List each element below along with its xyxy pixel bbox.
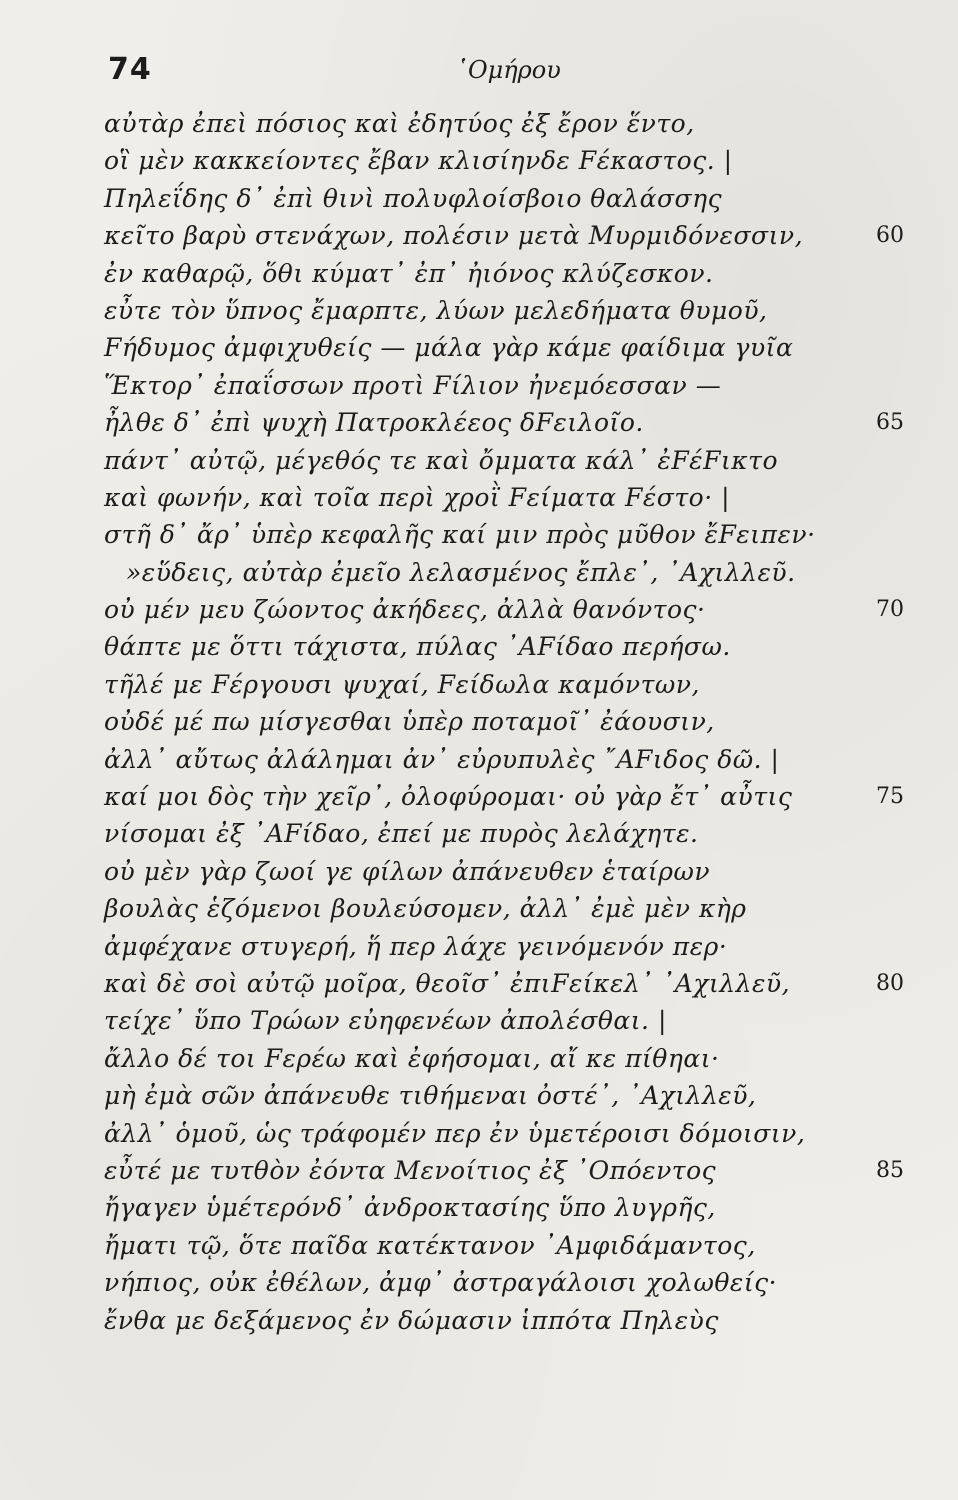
verse-text: μὴ ἐμὰ σῶν ἀπάνευθε τιθήμεναι ὀστέ᾿, ᾿Αχιλλεῦ,	[104, 1081, 757, 1111]
verse-text: ἦλθε δ᾿ ἐπὶ ψυχὴ Πατροκλέεος δFειλοῖο.	[104, 408, 644, 438]
verse-text: ἔνθα με δεξάμενος ἐν δώμασιν ἱππότα Πηλεὺς	[104, 1305, 719, 1335]
verse-text: ἀμφέχανε στυγερή, ἥ περ λάχε γεινόμενόν περ·	[104, 931, 728, 961]
verse-line	[104, 628, 904, 665]
line-number: 65	[876, 410, 904, 436]
verse-text: βουλὰς ἑζόμενοι βουλεύσομεν, ἀλλ᾿ ἐμὲ μὲν κὴρ	[104, 894, 747, 924]
verse-line	[104, 1115, 904, 1152]
verse-line	[104, 479, 904, 516]
verse-text: οὐδέ μέ πω μίσγεσθαι ὑπὲρ ποταμοῖ᾿ ἐάουσιν,	[104, 707, 715, 737]
verse-text: καὶ δὲ σοὶ αὐτῷ μοῖρα, θεοῖσ᾿ ἐπιFείκελ᾿ ᾿Αχιλλεῦ,	[104, 968, 791, 998]
verse-line	[104, 1302, 904, 1339]
line-number: 70	[876, 597, 904, 623]
verse-line	[104, 329, 904, 366]
line-number: 75	[876, 784, 904, 810]
verse-text: Πηλεΐδης δ᾿ ἐπὶ θινὶ πολυφλοίσβοιο θαλάσσης	[104, 183, 723, 213]
verse-line	[104, 1227, 904, 1264]
verse-line	[104, 815, 904, 852]
verse-text: καὶ φωνήν, καὶ τοῖα περὶ χροῒ Fείματα Fέστο· |	[104, 482, 731, 512]
verse-text: αὐτὰρ ἐπεὶ πόσιος καὶ ἐδητύος ἐξ ἔρον ἕντο,	[104, 109, 695, 138]
verse-line	[104, 404, 904, 441]
verse-line	[104, 442, 904, 479]
line-number: 85	[876, 1157, 904, 1183]
verse-text: ἄλλο δέ τοι Fερέω καὶ ἐφήσομαι, αἴ κε πίθηαι·	[104, 1043, 720, 1073]
verse-list	[104, 105, 904, 1339]
verse-line	[104, 1002, 904, 1039]
verse-line	[104, 516, 904, 553]
verse-text: εὖτε τὸν ὕπνος ἔμαρπτε, λύων μελεδήματα θυμοῦ,	[104, 295, 768, 325]
verse-text: Fήδυμος ἀμφιχυθείς — μάλα γὰρ κάμε φαίδιμα γυῖα	[104, 333, 794, 363]
verse-text: οὐ μὲν γὰρ ζωοί γε φίλων ἀπάνευθεν ἑταίρων	[104, 856, 711, 886]
verse-line	[104, 1264, 904, 1301]
verse-text: Ἕκτορ᾿ ἐπαΐσσων προτὶ Fίλιον ἠνεμόεσσαν —	[104, 370, 722, 400]
verse-text: τῆλέ με Fέργουσι ψυχαί, Fείδωλα καμόντων,	[104, 669, 700, 699]
verse-line	[104, 778, 904, 815]
verse-text: νήπιος, οὐκ ἐθέλων, ἀμφ᾿ ἀστραγάλοισι χολωθείς·	[104, 1268, 778, 1298]
verse-line	[104, 367, 904, 404]
verse-line	[104, 853, 904, 890]
page-number: 74	[108, 52, 152, 87]
verse-line	[104, 217, 904, 254]
verse-line	[104, 890, 904, 927]
verse-text: καί μοι δὸς τὴν χεῖρ᾿, ὀλοφύρομαι· οὐ γὰρ ἔτ᾿ αὖτις	[104, 782, 793, 812]
verse-text: τείχε᾿ ὕπο Τρώων εὐηφενέων ἀπολέσθαι. |	[104, 1006, 667, 1036]
verse-line	[104, 554, 904, 591]
verse-text: στῆ δ᾿ ἄρ᾿ ὑπὲρ κεφαλῆς καί μιν πρὸς μῦθον ἔFειπεν·	[104, 520, 816, 550]
verse-text: οὐ μέν μευ ζώοντος ἀκήδεες, ἀλλὰ θανόντος·	[104, 595, 706, 625]
verse-line	[104, 1189, 904, 1226]
verse-line	[104, 928, 904, 965]
verse-line	[104, 1152, 904, 1189]
verse-text: νίσομαι ἐξ ᾿AFίδαο, ἐπεί με πυρὸς λελάχητε.	[104, 819, 699, 849]
verse-text: ἀλλ᾿ αὔτως ἀλάλημαι ἀν᾿ εὐρυπυλὲς ῎AFιδος δῶ. |	[104, 744, 780, 774]
verse-line	[104, 292, 904, 329]
verse-line	[104, 666, 904, 703]
page-header	[108, 52, 868, 92]
verse-line	[104, 1077, 904, 1114]
verse-line	[104, 591, 904, 628]
verse-line	[104, 180, 904, 217]
verse-line	[104, 965, 904, 1002]
verse-line	[104, 105, 904, 142]
verse-text: »εὕδεις, αὐτὰρ ἐμεῖο λελασμένος ἔπλε᾿, ᾿Αχιλλεῦ.	[126, 557, 796, 587]
verse-text: εὖτέ με τυτθὸν ἐόντα Μενοίτιος ἐξ ᾿Οπόεντος	[104, 1155, 717, 1185]
verse-text: οἳ μὲν κακκείοντες ἔβαν κλισίηνδε Fέκαστος. |	[104, 146, 733, 176]
verse-text: ἐν καθαρῷ, ὅθι κύματ᾿ ἐπ᾿ ἠιόνος κλύζεσκον.	[104, 258, 714, 288]
verse-text: ἤγαγεν ὑμέτερόνδ᾿ ἀνδροκτασίης ὕπο λυγρῆς,	[104, 1193, 716, 1223]
verse-text: ἀλλ᾿ ὁμοῦ, ὡς τράφομέν περ ἐν ὑμετέροισι δόμοισιν,	[104, 1118, 806, 1148]
verse-text: ἤματι τῷ, ὅτε παῖδα κατέκτανον ᾿Αμφιδάμαντος,	[104, 1230, 756, 1260]
line-number: 60	[876, 223, 904, 249]
verse-line	[104, 255, 904, 292]
verse-text: θάπτε με ὅττι τάχιστα, πύλας ᾿AFίδαο περήσω.	[104, 632, 731, 662]
verse-line	[104, 142, 904, 179]
verse-text: πάντ᾿ αὐτῷ, μέγεθός τε καὶ ὄμματα κάλ᾿ ἐFέFικτο	[104, 445, 779, 475]
verse-text: κεῖτο βαρὺ στενάχων, πολέσιν μετὰ Μυρμιδόνεσσιν,	[104, 221, 804, 251]
verse-line	[104, 741, 904, 778]
verse-line	[104, 1040, 904, 1077]
verse-line	[104, 703, 904, 740]
running-title: ῾Ομήρου	[456, 56, 561, 84]
line-number: 80	[876, 970, 904, 996]
